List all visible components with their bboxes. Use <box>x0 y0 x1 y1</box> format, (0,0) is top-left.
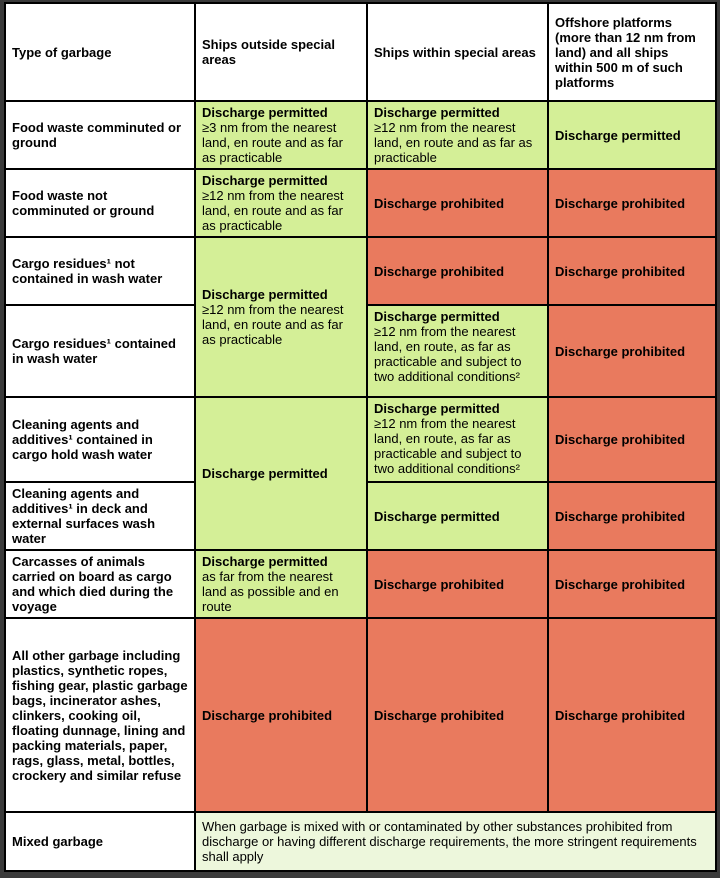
header-type-of-garbage: Type of garbage <box>5 3 195 101</box>
cell-title: Discharge permitted <box>202 173 328 188</box>
cell-title: Discharge prohibited <box>374 576 505 592</box>
row-label-carcasses: Carcasses of animals carried on board as cargo and which died during the voyage <box>5 550 195 618</box>
cell-cleaning-agents-cargo-hold-offshore <box>548 397 716 482</box>
cell-all-other-within <box>367 618 548 812</box>
cell-title: Discharge permitted <box>202 287 328 302</box>
row-cleaning-agents-cargo-hold <box>5 397 716 482</box>
cell-title: Discharge prohibited <box>555 508 686 524</box>
row-label-all-other-garbage: All other garbage including plastics, synthetic ropes, fishing gear, plastic garbage bags, incinerator ashes, clinkers, cooking oil, floating dunnage, lining and packing materials, paper, rags, glass, metal, bottles, crockery and similar refuse <box>5 618 195 812</box>
cell-food-comminuted-outside <box>195 101 367 169</box>
header-offshore-platforms: Offshore platforms (more than 12 nm from land) and all ships within 500 m of such platforms <box>548 3 716 101</box>
cell-cleaning-agents-outside-merged <box>195 397 367 550</box>
cell-title: Discharge prohibited <box>374 263 505 279</box>
header-ships-within-special-areas: Ships within special areas <box>367 3 548 101</box>
cell-detail: ≥12 nm from the nearest land, en route and as far as practicable <box>202 188 344 233</box>
cell-cargo-residues-contained-offshore <box>548 305 716 397</box>
cell-cargo-residues-contained-within <box>367 305 548 397</box>
cell-cargo-residues-not-contained-offshore <box>548 237 716 305</box>
cell-title: Discharge prohibited <box>555 576 686 592</box>
cell-title: Discharge permitted <box>374 309 500 324</box>
cell-title: Discharge prohibited <box>555 343 686 359</box>
cell-title: Discharge prohibited <box>555 432 686 447</box>
row-label-food-waste-not-comminuted: Food waste not comminuted or ground <box>5 169 195 237</box>
row-food-waste-not-comminuted <box>5 169 716 237</box>
row-label-cargo-residues-not-contained: Cargo residues¹ not contained in wash water <box>5 237 195 305</box>
row-label-cleaning-agents-cargo-hold: Cleaning agents and additives¹ contained in cargo hold wash water <box>5 397 195 482</box>
cell-food-not-comminuted-within <box>367 169 548 237</box>
cell-food-comminuted-offshore <box>548 101 716 169</box>
cell-all-other-outside <box>195 618 367 812</box>
cell-cleaning-agents-cargo-hold-within <box>367 397 548 482</box>
row-all-other-garbage <box>5 618 716 812</box>
cell-title: Discharge permitted <box>374 401 500 416</box>
cell-detail: ≥12 nm from the nearest land, en route, as far as practicable and subject to two additional conditions² <box>374 324 522 384</box>
cell-mixed-garbage-note: When garbage is mixed with or contaminated by other substances prohibited from discharge or having different discharge requirements, the more stringent requirements shall apply <box>195 812 716 871</box>
cell-title: Discharge permitted <box>202 554 328 569</box>
cell-title: Discharge permitted <box>374 508 500 524</box>
cell-title: Discharge permitted <box>202 105 328 120</box>
cell-title: Discharge prohibited <box>374 707 505 723</box>
cell-food-not-comminuted-outside <box>195 169 367 237</box>
cell-detail: ≥12 nm from the nearest land, en route and as far as practicable <box>202 302 344 347</box>
cell-title: Discharge prohibited <box>374 195 505 211</box>
cell-detail: ≥12 nm from the nearest land, en route, as far as practicable and subject to two additional conditions² <box>374 416 522 476</box>
cell-cleaning-agents-deck-offshore <box>548 482 716 550</box>
garbage-discharge-table <box>4 2 717 872</box>
cell-detail: ≥12 nm from the nearest land, en route and as far as practicable <box>374 120 533 165</box>
cell-title: Discharge prohibited <box>555 195 686 211</box>
cell-cargo-residues-outside-merged <box>195 237 367 397</box>
header-row <box>5 3 716 101</box>
row-label-food-waste-comminuted: Food waste comminuted or ground <box>5 101 195 169</box>
row-cargo-residues-not-contained <box>5 237 716 305</box>
cell-detail: ≥3 nm from the nearest land, en route and as far as practicable <box>202 120 343 165</box>
cell-title: Discharge permitted <box>555 127 681 143</box>
cell-food-not-comminuted-offshore <box>548 169 716 237</box>
cell-cleaning-agents-deck-within <box>367 482 548 550</box>
cell-title: Discharge prohibited <box>202 707 333 723</box>
cell-carcasses-within <box>367 550 548 618</box>
cell-title: Discharge permitted <box>202 466 328 481</box>
cell-title: Discharge prohibited <box>555 707 686 723</box>
cell-title: Discharge prohibited <box>555 263 686 279</box>
cell-carcasses-offshore <box>548 550 716 618</box>
cell-cargo-residues-not-contained-within <box>367 237 548 305</box>
row-label-cleaning-agents-deck: Cleaning agents and additives¹ in deck and external surfaces wash water <box>5 482 195 550</box>
row-label-mixed-garbage: Mixed garbage <box>5 812 195 871</box>
row-food-waste-comminuted <box>5 101 716 169</box>
cell-food-comminuted-within <box>367 101 548 169</box>
cell-all-other-offshore <box>548 618 716 812</box>
cell-title: Discharge permitted <box>374 105 500 120</box>
row-mixed-garbage <box>5 812 716 871</box>
header-ships-outside-special-areas: Ships outside special areas <box>195 3 367 101</box>
cell-detail: as far from the nearest land as possible and en route <box>202 569 339 614</box>
row-label-cargo-residues-contained: Cargo residues¹ contained in wash water <box>5 305 195 397</box>
cell-carcasses-outside <box>195 550 367 618</box>
row-carcasses <box>5 550 716 618</box>
